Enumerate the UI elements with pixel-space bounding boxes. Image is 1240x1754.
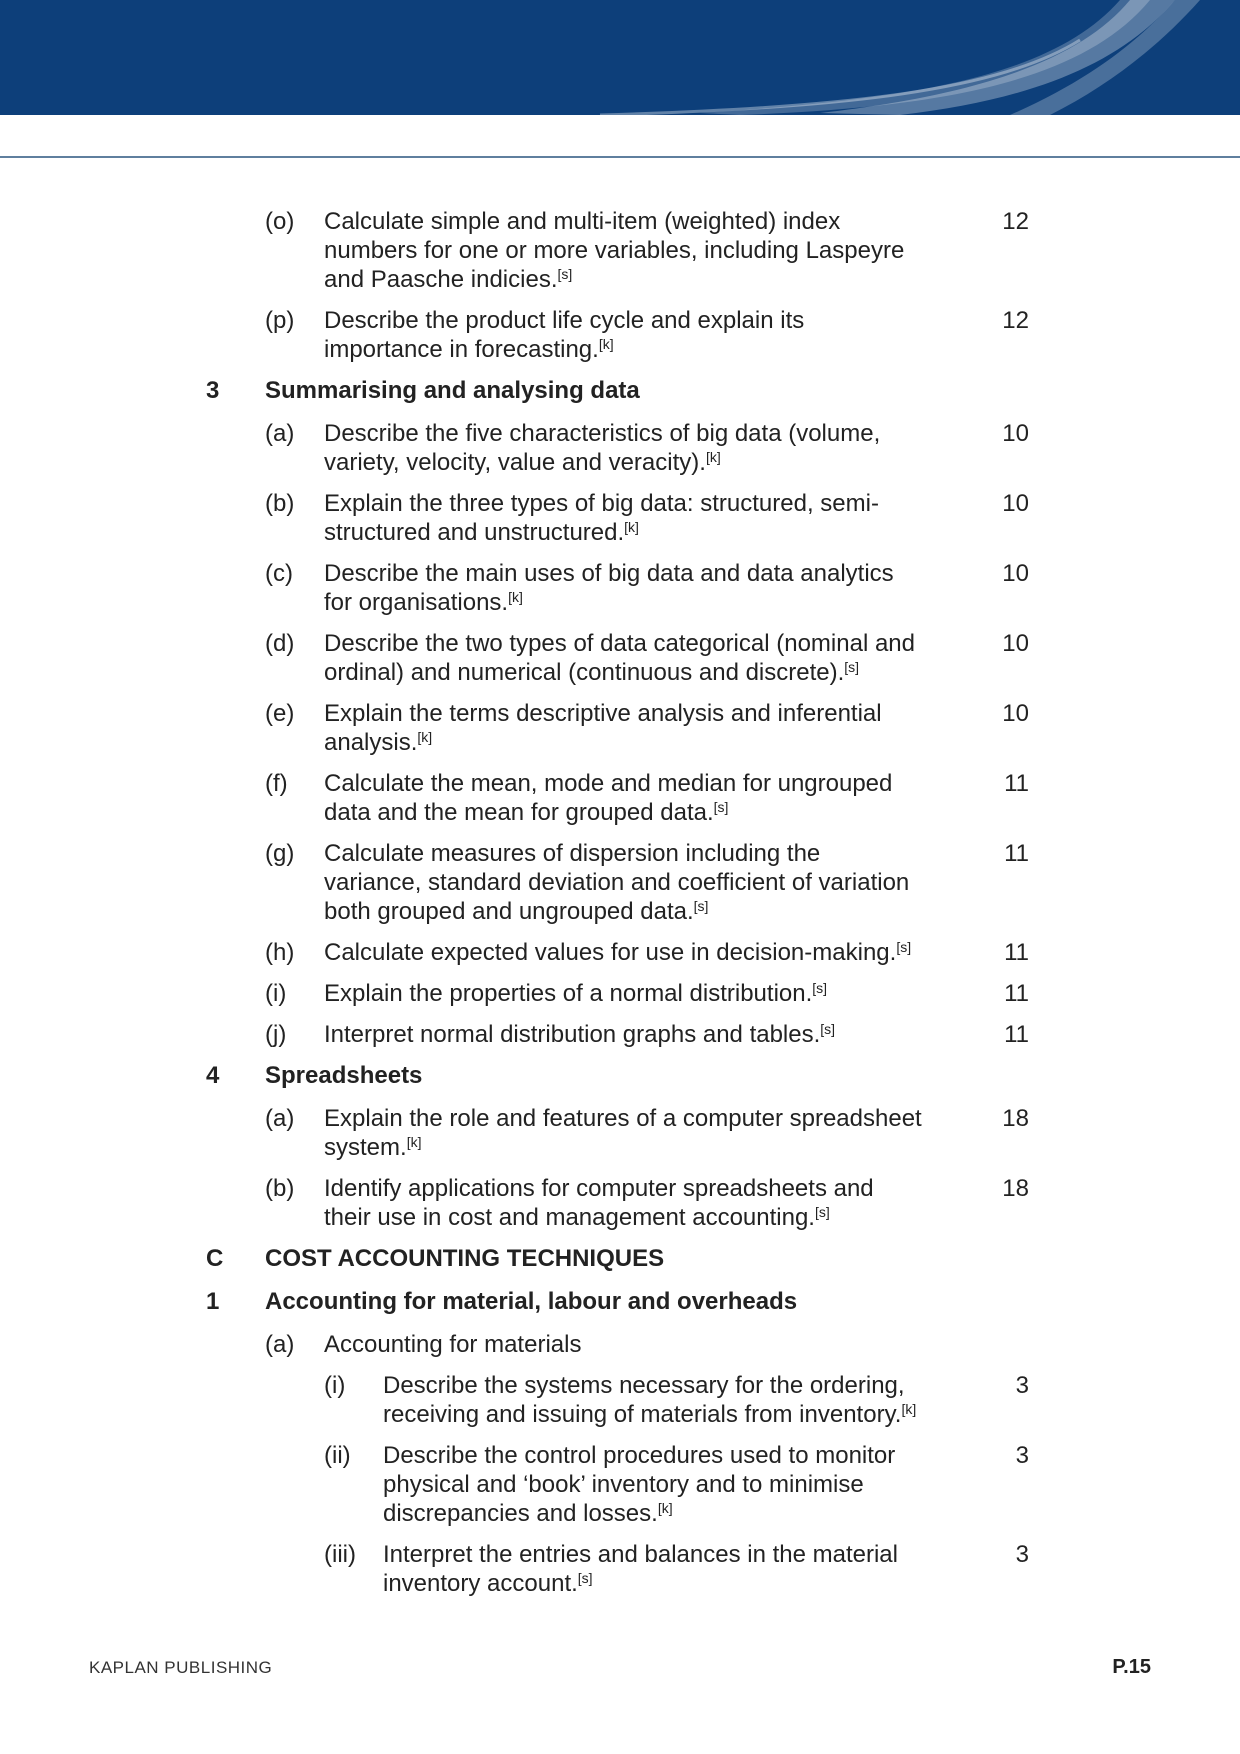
item-label: (e) [265,700,295,727]
syllabus-item [0,1330,1240,1359]
syllabus-content [0,207,1240,1610]
syllabus-item [0,1104,1240,1162]
skill-level-tag: [k] [508,589,523,605]
chapter-reference: 12 [1002,307,1029,334]
item-text: Calculate expected values for use in decision-making. [324,939,897,966]
skill-level-tag: [k] [657,1500,673,1516]
item-text: Explain the properties of a normal distribution. [324,980,813,1007]
chapter-reference: 11 [1004,1021,1029,1048]
footer-publisher: KAPLAN PUBLISHING [89,1658,273,1677]
skill-level-tag: [s] [820,1021,836,1037]
skill-level-tag: [s] [812,980,828,996]
chapter-reference: 11 [1004,939,1029,966]
item-label: (a) [265,420,295,447]
skill-level-tag: [k] [598,336,614,352]
skill-level-tag: [s] [896,939,912,955]
item-label: (i) [265,980,287,1007]
item-label: (ii) [324,1442,351,1469]
chapter-reference: 11 [1004,980,1029,1007]
item-text-block [324,489,924,547]
skill-level-tag: [k] [624,519,639,535]
skill-level-tag: [k] [417,729,433,745]
skill-level-tag: [k] [901,1401,917,1417]
header-rule [0,156,1240,158]
section-title: Spreadsheets [265,1062,423,1089]
item-text: Describe the product life cycle and explain its importance in forecasting. [324,307,805,363]
section-number: 1 [206,1288,220,1315]
chapter-reference: 11 [1004,840,1029,867]
chapter-reference: 10 [1002,490,1029,517]
item-text: Calculate the mean, mode and median for ungrouped data and the mean for grouped data. [324,770,893,826]
item-label: (b) [265,1175,295,1202]
item-text: Explain the role and features of a computer spreadsheet system. [324,1105,922,1161]
item-text: Explain the terms descriptive analysis and inferential analysis. [324,700,882,756]
item-text-block [324,1174,924,1232]
item-text: Describe the main uses of big data and data analytics for organisations. [324,560,894,616]
syllabus-item [0,306,1240,364]
item-text: Interpret the entries and balances in the material inventory account. [383,1541,898,1597]
syllabus-subitem [0,1540,1240,1598]
syllabus-item [0,489,1240,547]
syllabus-item [0,938,1240,967]
skill-level-tag: [s] [557,266,573,282]
footer-page-number: P.15 [1112,1656,1151,1678]
skill-level-tag: [s] [814,1204,830,1220]
syllabus-item [0,419,1240,477]
item-label: (d) [265,630,295,657]
item-text-block [383,1540,928,1598]
item-text: Explain the three types of big data: structured, semi-structured and unstructured. [324,490,879,546]
section-title: Accounting for material, labour and overheads [265,1288,798,1315]
item-text: Interpret normal distribution graphs and tables. [324,1021,821,1048]
item-text-block [324,1104,924,1162]
chapter-reference: 10 [1002,420,1029,447]
item-text-block [324,1330,924,1359]
item-text: Describe the five characteristics of big data (volume, variety, velocity, value and veracity). [324,420,881,476]
item-label: (i) [324,1372,346,1399]
item-label: (j) [265,1021,287,1048]
item-label: (p) [265,307,295,334]
item-label: (a) [265,1105,295,1132]
chapter-reference: 10 [1002,700,1029,727]
syllabus-item [0,1174,1240,1232]
chapter-reference: 12 [1002,208,1029,235]
skill-level-tag: [s] [713,799,729,815]
item-text: Identify applications for computer spreadsheets and their use in cost and management accounting. [324,1175,874,1231]
section-number: C [206,1245,224,1272]
section-heading [0,376,1240,405]
item-label: (c) [265,560,293,587]
item-text: Describe the two types of data categorical (nominal and ordinal) and numerical (continuous and discrete). [324,630,915,686]
section-title: Summarising and analysing data [265,377,640,404]
item-text-block [383,1441,928,1528]
syllabus-item [0,559,1240,617]
syllabus-item [0,1020,1240,1049]
section-number: 4 [206,1062,220,1089]
item-text-block [324,979,924,1008]
syllabus-item [0,207,1240,294]
item-text-block [324,419,924,477]
item-text: Calculate measures of dispersion including the variance, standard deviation and coefficient of variation both grouped and ungrouped data. [324,840,910,925]
syllabus-subitem [0,1371,1240,1429]
skill-level-tag: [k] [705,449,721,465]
item-label: (iii) [324,1541,356,1568]
item-text: Describe the systems necessary for the ordering, receiving and issuing of materials from inventory. [383,1372,905,1428]
skill-level-tag: [k] [406,1134,422,1150]
item-label: (h) [265,939,295,966]
section-heading [0,1061,1240,1090]
item-text-block [324,769,924,827]
skill-level-tag: [s] [693,898,709,914]
header-banner [0,0,1240,115]
item-text-block [383,1371,928,1429]
syllabus-subitem [0,1441,1240,1528]
section-title: COST ACCOUNTING TECHNIQUES [265,1245,665,1272]
item-label: (o) [265,208,295,235]
item-label: (f) [265,770,288,797]
skill-level-tag: [s] [844,659,860,675]
chapter-reference: 18 [1002,1105,1029,1132]
item-text-block [324,629,924,687]
item-label: (a) [265,1331,295,1358]
syllabus-item [0,839,1240,926]
syllabus-item [0,979,1240,1008]
section-heading [0,1287,1240,1316]
item-label: (g) [265,840,295,867]
item-text-block [324,207,924,294]
section-heading [0,1244,1240,1273]
chapter-reference: 3 [1015,1442,1029,1469]
syllabus-item [0,699,1240,757]
skill-level-tag: [s] [577,1570,593,1586]
item-text-block [324,1020,924,1049]
chapter-reference: 3 [1015,1541,1029,1568]
chapter-reference: 10 [1002,630,1029,657]
chapter-reference: 18 [1002,1175,1029,1202]
chapter-reference: 3 [1015,1372,1029,1399]
item-text: Accounting for materials [324,1331,582,1358]
item-text-block [324,938,924,967]
chapter-reference: 10 [1002,560,1029,587]
chapter-reference: 11 [1004,770,1029,797]
item-text-block [324,306,924,364]
item-text-block [324,839,924,926]
item-text: Calculate simple and multi-item (weighted) index numbers for one or more variables, including Laspeyre and Paasche indicies. [324,208,905,293]
section-number: 3 [206,377,220,404]
banner-swoosh [0,0,1240,115]
syllabus-item [0,629,1240,687]
item-text-block [324,699,924,757]
item-text: Describe the control procedures used to monitor physical and ‘book’ inventory and to minimise discrepancies and losses. [383,1442,896,1527]
item-text-block [324,559,924,617]
item-label: (b) [265,490,295,517]
syllabus-item [0,769,1240,827]
